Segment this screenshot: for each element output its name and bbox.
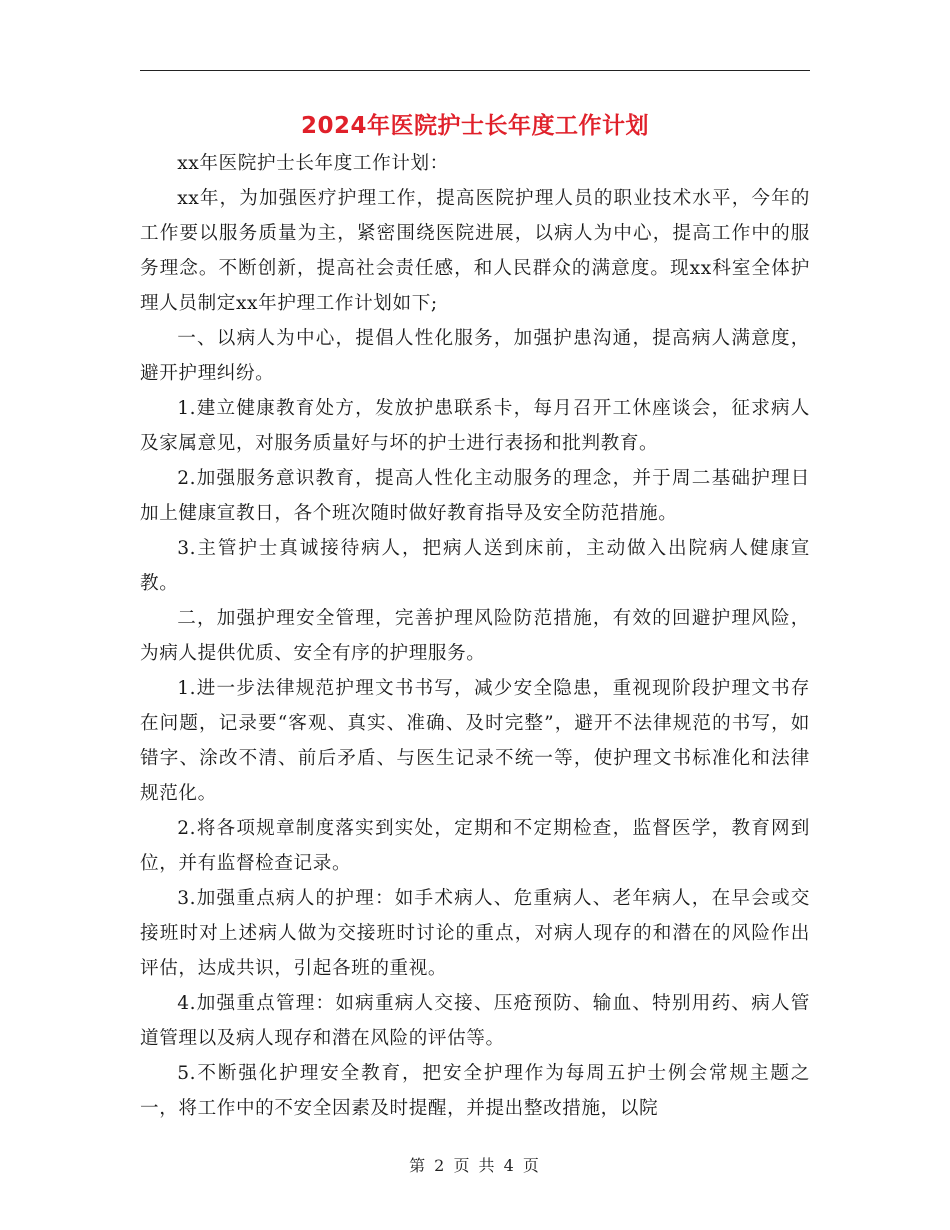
- section-heading-2: 二，加强护理安全管理，完善护理风险防范措施，有效的回避护理风险，为病人提供优质、安全有序的护理服务。: [140, 608, 810, 664]
- paragraph-2-1: 1.进一步法律规范护理文书书写，减少安全隐患，重视现阶段护理文书存在问题，记录要“客观、真实、准确、及时完整”，避开不法律规范的书写，如错字、涂改不清、前后矛盾、与医生记录不统一等，使护理文书标准化和法律规范化。: [140, 678, 810, 804]
- paragraph-intro: xx年，为加强医疗护理工作，提高医院护理人员的职业技术水平，今年的工作要以服务质量为主，紧密围绕医院进展，以病人为中心，提高工作中的服务理念。不断创新，提高社会责任感，和人民群众的满意度。现xx科室全体护理人员制定xx年护理工作计划如下;: [140, 188, 810, 314]
- paragraph-1-1: 1.建立健康教育处方，发放护患联系卡，每月召开工休座谈会，征求病人及家属意见，对服务质量好与坏的护士进行表扬和批判教育。: [140, 398, 810, 454]
- paragraph-1-3: 3.主管护士真诚接待病人，把病人送到床前，主动做入出院病人健康宣教。: [140, 538, 810, 594]
- page-footer: 第 2 页 共 4 页: [409, 1156, 541, 1175]
- paragraph-2-4: 4.加强重点管理：如病重病人交接、压疮预防、输血、特别用药、病人管道管理以及病人现存和潜在风险的评估等。: [140, 993, 810, 1049]
- header-rule: [140, 70, 810, 71]
- paragraph-2-5: 5.不断强化护理安全教育，把安全护理作为每周五护士例会常规主题之一，将工作中的不安全因素及时提醒，并提出整改措施，以院: [140, 1063, 810, 1119]
- document-title: 2024年医院护士长年度工作计划: [300, 113, 649, 139]
- section-heading-1: 一、以病人为中心，提倡人性化服务，加强护患沟通，提高病人满意度，避开护理纠纷。: [140, 328, 810, 384]
- paragraph-1-2: 2.加强服务意识教育，提高人性化主动服务的理念，并于周二基础护理日加上健康宣教日，各个班次随时做好教育指导及安全防范措施。: [140, 468, 810, 524]
- document-body: [140, 146, 810, 1126]
- paragraph-2-3: 3.加强重点病人的护理：如手术病人、危重病人、老年病人，在早会或交接班时对上述病人做为交接班时讨论的重点，对病人现存的和潜在的风险作出评估，达成共识，引起各班的重视。: [140, 888, 810, 979]
- paragraph-intro-heading: xx年医院护士长年度工作计划：: [177, 153, 449, 174]
- paragraph-2-2: 2.将各项规章制度落实到实处，定期和不定期检查，监督医学，教育网到位，并有监督检查记录。: [140, 818, 810, 874]
